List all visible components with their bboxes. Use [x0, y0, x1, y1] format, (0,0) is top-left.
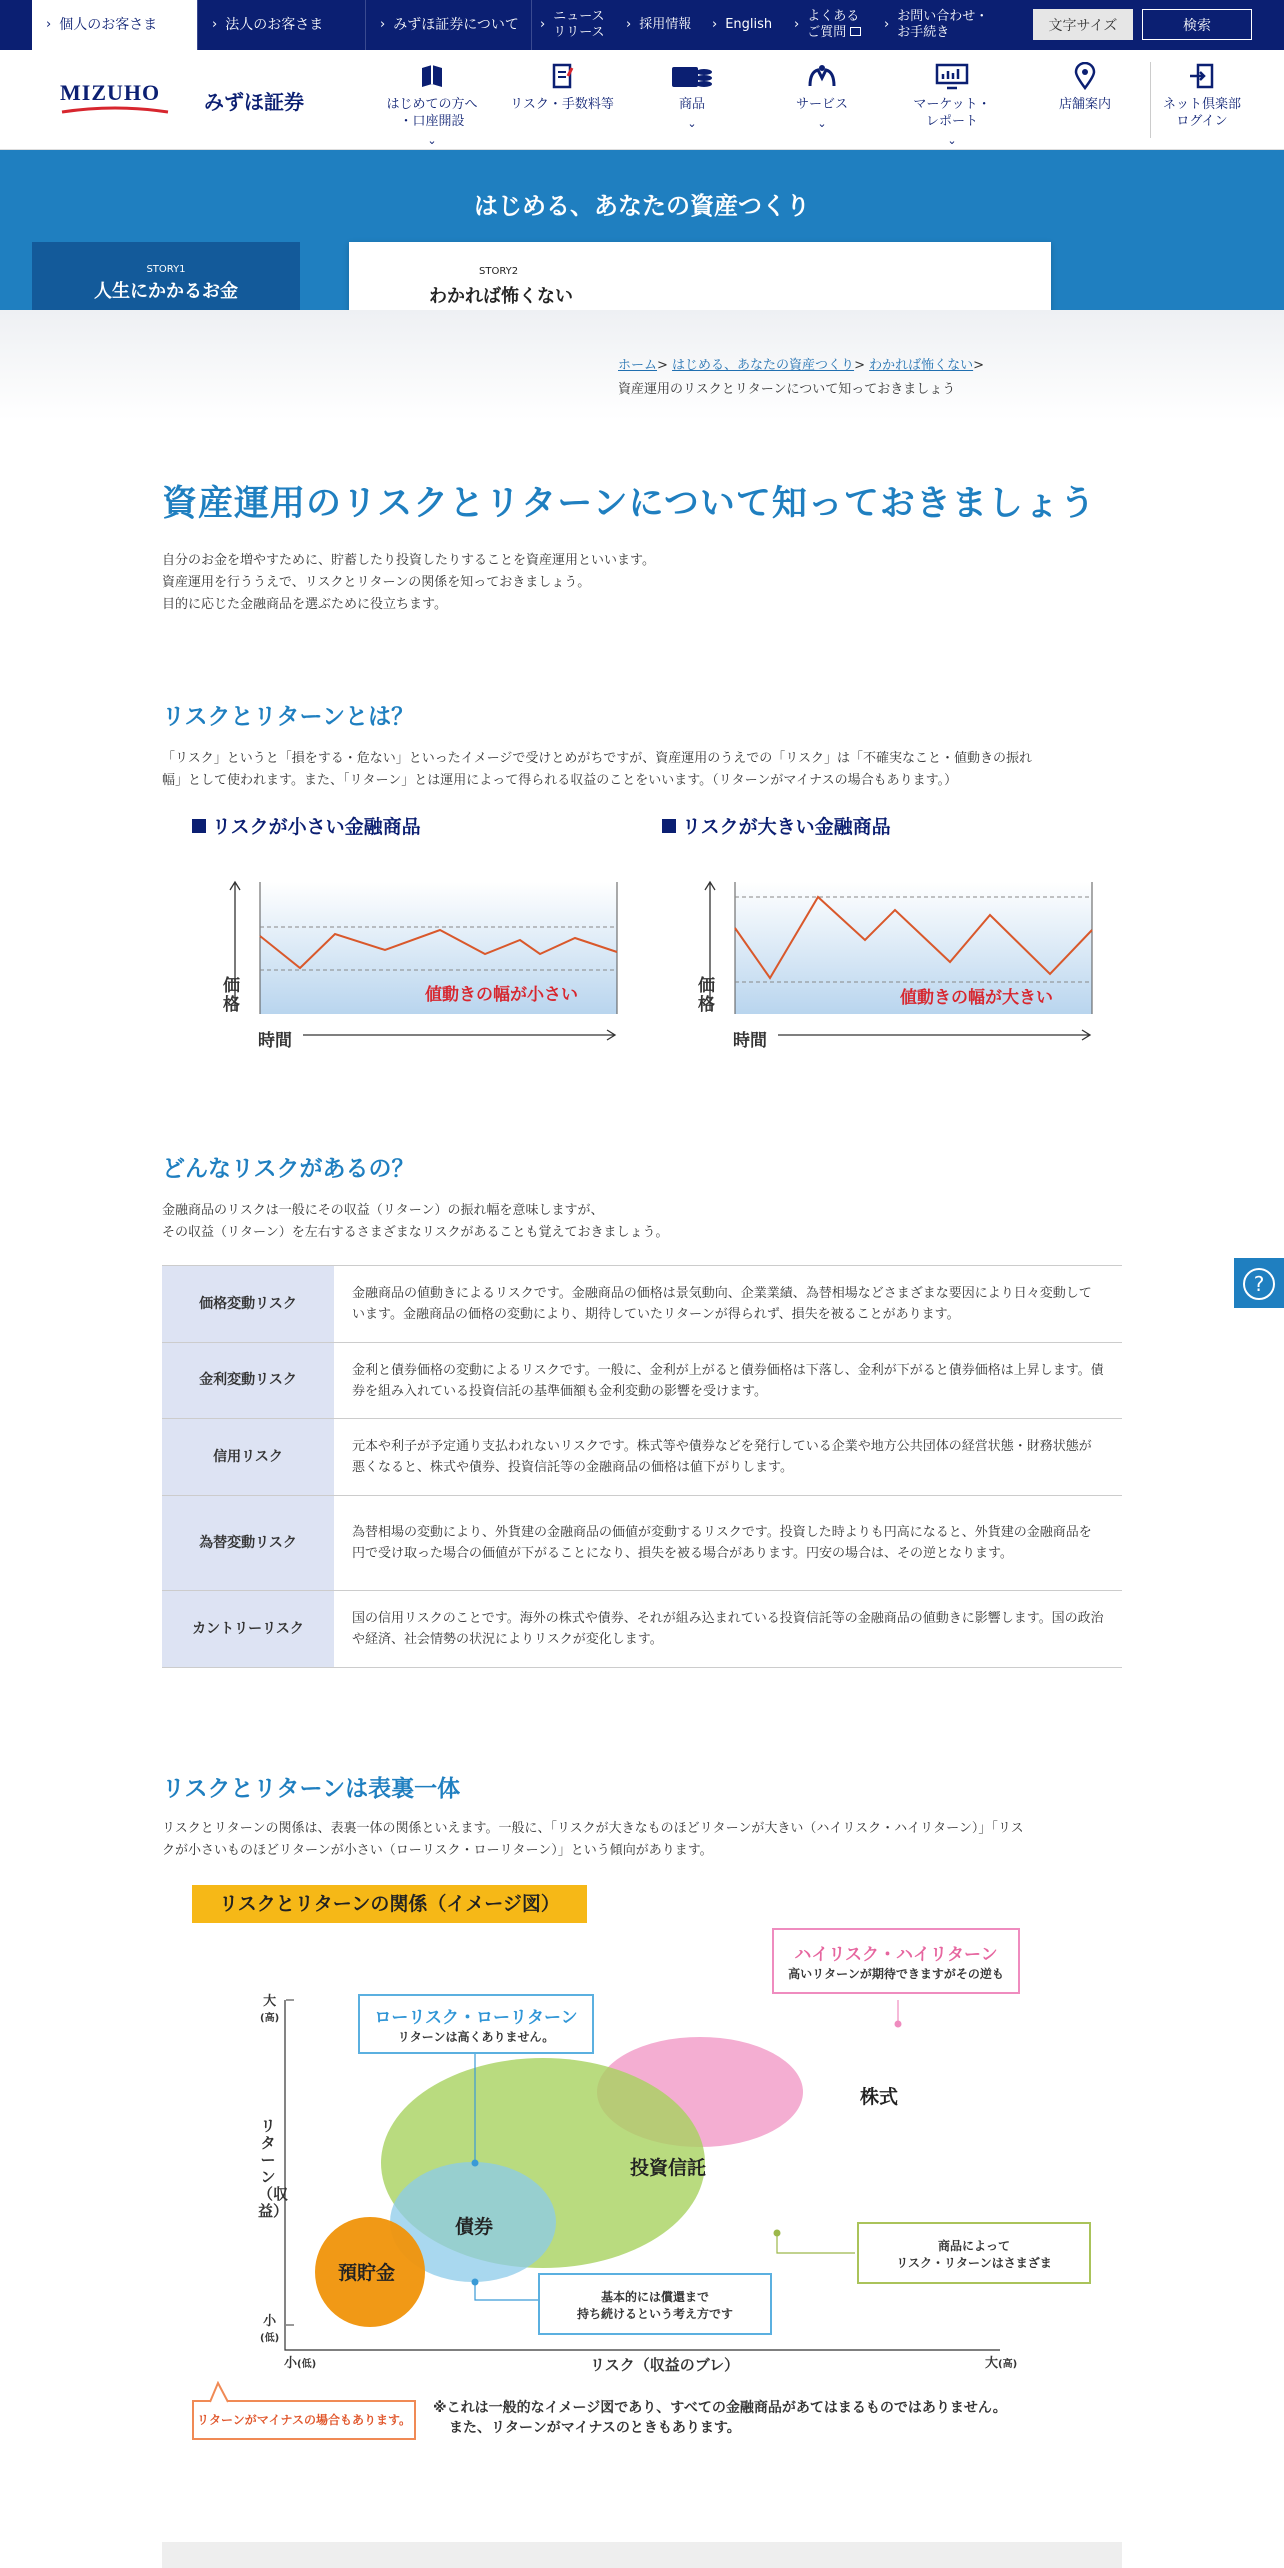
- section-heading-risk-return: リスクとリターンとは？: [162, 704, 415, 730]
- story1-tab[interactable]: [32, 242, 300, 310]
- section-text-line: 幅」として使われます。また、「リターン」とは運用によって得られる収益のことをいいます。（リターンがマイナスの場合もあります。）: [162, 773, 958, 788]
- x-axis-arrow: [778, 1030, 1090, 1040]
- y-small-sub-text: (低): [260, 2333, 280, 2344]
- y-axis-small-label: [260, 2310, 279, 2345]
- link-label: [897, 9, 988, 41]
- link-label-line2: お手続き: [897, 25, 950, 40]
- hold-to-maturity-callout: [538, 2273, 772, 2335]
- section-heading-two-sides: リスクとリターンは表裏一体: [162, 1776, 461, 1802]
- nav-market-report[interactable]: [890, 50, 1014, 150]
- section-heading-risk-types: どんなリスクがあるの？: [162, 1156, 415, 1182]
- chevron-right-icon: ›: [884, 17, 890, 32]
- tab-label: みずほ証券について: [393, 17, 519, 33]
- next-section-panel: [162, 2542, 1122, 2568]
- link-label-line2: リリース: [553, 25, 605, 40]
- link-label: 採用情報: [639, 17, 692, 32]
- intro-line: 資産運用を行ううえで、リスクとリターンの関係を知っておきましょう。: [162, 575, 591, 590]
- y-axis-label-price: 価格: [698, 976, 715, 1015]
- question-circle-icon: ?: [1243, 1268, 1275, 1300]
- section2-text: [162, 1200, 668, 1244]
- nav-label-line1: マーケット・: [913, 97, 991, 112]
- risk-name: カントリーリスク: [162, 1591, 334, 1668]
- story-tag: STORY1: [146, 264, 186, 275]
- y-axis-label-return: リターン（収益）: [258, 2117, 289, 2220]
- search-button[interactable]: 検索: [1142, 9, 1252, 40]
- breadcrumb-separator: >: [973, 358, 985, 373]
- investment-trust-label: 投資信託: [630, 2157, 707, 2179]
- high-risk-subtitle: [662, 812, 891, 839]
- nav-label-line2: レポート: [925, 114, 978, 129]
- breadcrumb-level1-link[interactable]: はじめる、あなたの資産つくり: [672, 358, 855, 373]
- help-button[interactable]: [1234, 1258, 1284, 1308]
- nav-services[interactable]: [760, 50, 884, 150]
- chevron-right-icon: ›: [540, 17, 546, 32]
- y-big-sub-text: (高): [260, 2013, 280, 2024]
- link-label-line1: お問い合わせ・: [897, 9, 989, 24]
- story-title: わかれば怖くない: [429, 286, 573, 307]
- intro-line: 自分のお金を増やすために、貯蓄したり投資したりすることを資産運用といいます。: [162, 553, 655, 568]
- callout-line: リスク・リターンはさまざま: [896, 2256, 1052, 2270]
- link-label: [807, 9, 861, 41]
- chevron-down-icon: ⌄: [427, 134, 437, 147]
- callout-dot: [895, 2021, 902, 2028]
- callout-line: 基本的には償還まで: [600, 2290, 709, 2304]
- nav-label-line1: ネット倶楽部: [1162, 97, 1241, 112]
- risk-description: 金利と債券価格の変動によるリスクです。一般に、金利が上がると債券価格は下落し、金利が下がると債券価格は上昇します。債券を組み入れている投資信託の基準価額も金利変動の影響を受けます。: [334, 1343, 1122, 1419]
- x-axis-big-label: [985, 2352, 1017, 2371]
- hero-title: はじめる、あなたの資産つくり: [474, 192, 810, 220]
- risk-name: 為替変動リスク: [162, 1496, 334, 1591]
- breadcrumb-level2-link[interactable]: わかれば怖くない: [869, 358, 974, 373]
- footnote-line: ※これは一般的なイメージ図であり、すべての金融商品があてはまるものではありません。: [433, 2400, 1007, 2416]
- page-title: 資産運用のリスクとリターンについて知っておきましょう: [162, 484, 1096, 524]
- table-row: [162, 1496, 1122, 1591]
- chevron-right-icon: ›: [712, 17, 718, 32]
- various-products-callout: [857, 2222, 1091, 2284]
- coins-icon: [670, 62, 714, 90]
- x-axis-label-time: 時間: [258, 1031, 292, 1051]
- figure-title-badge: リスクとリターンの関係（イメージ図）: [192, 1885, 587, 1923]
- x-small-sub-text: (低): [297, 2359, 317, 2370]
- x-axis-label-time: 時間: [733, 1031, 767, 1051]
- link-recruit[interactable]: [626, 0, 706, 50]
- chevron-right-icon: ›: [626, 17, 632, 32]
- book-icon: [418, 62, 446, 90]
- link-english[interactable]: [712, 0, 792, 50]
- nav-beginners[interactable]: [370, 50, 494, 150]
- nav-label-line2: ・口座開設: [399, 114, 465, 129]
- section-text-line: 「リスク」というと「損をする・危ない」といったイメージで受けとめがちですが、資産運用のうえでの「リスク」は「不確実なこと・値動きの振れ: [162, 751, 1032, 766]
- link-label-line1: ニュース: [553, 9, 605, 24]
- high-risk-price-chart: [690, 870, 1110, 1050]
- chevron-right-icon: ›: [380, 17, 386, 32]
- callout-dot: [472, 2279, 479, 2286]
- chevron-right-icon: ›: [46, 17, 52, 32]
- story-tag: STORY2: [479, 266, 519, 277]
- hands-icon: [806, 62, 838, 90]
- low-risk-price-chart: [215, 870, 635, 1050]
- section1-text: [162, 748, 1122, 792]
- nav-label-line1: はじめての方へ: [386, 97, 478, 112]
- breadcrumb-separator: >: [854, 358, 870, 373]
- breadcrumb-separator: >: [657, 358, 673, 373]
- section-text-line: その収益（リターン）を左右するさまざまなリスクがあることも覚えておきましょう。: [162, 1225, 669, 1240]
- intro-line: 目的に応じた金融商品を選ぶために役立ちます。: [162, 597, 447, 612]
- risk-description: 金融商品の値動きによるリスクです。金融商品の価格は景気動向、企業業績、為替相場などさまざまな要因により日々変動しています。金融商品の価格の変動により、期待していたリターンが得られず、損失を被ることがあります。: [334, 1266, 1122, 1343]
- callout-line: 商品によって: [937, 2239, 1010, 2253]
- risk-name: 信用リスク: [162, 1419, 334, 1496]
- subtitle-text: リスクが小さい金融商品: [212, 816, 421, 838]
- bonds-label: 債券: [455, 2216, 494, 2238]
- callout-title: ハイリスク・ハイリターン: [794, 1945, 998, 1965]
- tab-label: 個人のお客さま: [59, 17, 158, 33]
- nav-label-line2: ログイン: [1176, 114, 1228, 129]
- link-contact[interactable]: [884, 0, 1004, 50]
- chevron-down-icon: ⌄: [687, 117, 697, 130]
- deposits-label: 預貯金: [338, 2262, 396, 2284]
- logo-text: MIZUHO: [60, 80, 161, 105]
- tab-about[interactable]: [366, 0, 532, 50]
- section-text-line: リスクとリターンの関係は、表裏一体の関係といえます。一般に、「リスクが大きなものほどリターンが大きい（ハイリスク・ハイリターン）」「リス: [162, 1821, 1024, 1836]
- nav-products[interactable]: [630, 50, 754, 150]
- square-bullet-icon: [192, 819, 206, 833]
- top-bar: [0, 0, 1284, 50]
- link-label-line1: よくある: [807, 9, 860, 24]
- chevron-right-icon: ›: [794, 17, 800, 32]
- nav-risk-fees[interactable]: [500, 50, 624, 150]
- brand-name: みずほ証券: [204, 90, 304, 114]
- tab-label: 法人のお客さま: [225, 17, 324, 33]
- stocks-label: 株式: [860, 2086, 899, 2108]
- mizuho-logo[interactable]: [60, 80, 174, 124]
- small-range-caption: 値動きの幅が小さい: [425, 985, 578, 1005]
- risk-name: 金利変動リスク: [162, 1343, 334, 1419]
- callout-title: ローリスク・ローリターン: [374, 2008, 578, 2028]
- link-label-line2: ご質問: [807, 25, 847, 40]
- footnote-line: また、リターンがマイナスのときもあります。: [449, 2420, 741, 2436]
- document-icon: [548, 62, 576, 90]
- table-row: [162, 1591, 1122, 1668]
- link-faq[interactable]: [794, 0, 874, 50]
- high-risk-callout: [772, 1928, 1020, 1994]
- link-label: English: [725, 17, 773, 32]
- nav-label: サービス: [795, 97, 848, 112]
- story-title: 人生にかかるお金: [94, 281, 238, 302]
- y-axis-big-label: [260, 1990, 279, 2025]
- risk-description: 為替相場の変動により、外貨建の金融商品の価値が変動するリスクです。投資した時よりも円高になると、外貨建の金融商品を円で受け取った場合の価値が下がることになり、損失を被る場合があります。円安の場合は、その逆となります。: [334, 1496, 1122, 1591]
- large-range-caption: 値動きの幅が大きい: [900, 988, 1053, 1008]
- nav-label: リスク・手数料等: [510, 97, 614, 112]
- nav-label: 店舗案内: [1058, 97, 1111, 112]
- chevron-down-icon: ⌄: [817, 117, 827, 130]
- square-bullet-icon: [662, 819, 676, 833]
- section3-text: [162, 1818, 1122, 1862]
- diagram-footnote: [433, 2398, 1007, 2438]
- breadcrumb-home-link[interactable]: ホーム: [618, 358, 658, 373]
- callout-dot: [472, 2160, 479, 2167]
- callout-sub: 高いリターンが期待できますがその逆も: [788, 1967, 1004, 1981]
- hero-banner: [0, 150, 1284, 310]
- breadcrumb-current: 資産運用のリスクとリターンについて知っておきましょう: [618, 382, 956, 397]
- callout-sub: リターンは高くありません。: [397, 2030, 555, 2044]
- chart-monitor-icon: [935, 62, 969, 90]
- callout-line: 持ち続けるという考え方です: [576, 2307, 733, 2321]
- subtitle-text: リスクが大きい金融商品: [682, 816, 891, 838]
- low-risk-subtitle: [192, 812, 421, 839]
- login-icon: [1188, 62, 1216, 90]
- negative-return-note: リターンがマイナスの場合もあります。: [192, 2400, 416, 2440]
- font-size-button[interactable]: 文字サイズ: [1033, 9, 1133, 40]
- x-small-text: 小: [284, 2356, 298, 2371]
- table-row: [162, 1419, 1122, 1496]
- link-label: [553, 9, 604, 41]
- nav-label: 商品: [678, 97, 705, 112]
- section-text-line: クが小さいものほどリターンが小さい（ローリスク・ローリターン）」という傾向があります。: [162, 1843, 713, 1858]
- various-callout-line: [777, 2233, 855, 2253]
- y-big-text: 大: [263, 1994, 277, 2009]
- x-big-sub-text: (高): [998, 2359, 1018, 2370]
- low-risk-callout: [358, 1994, 594, 2054]
- axis-ticks: [286, 2000, 294, 2325]
- hold-callout-line: [475, 2282, 540, 2300]
- y-axis-label-price: 価格: [223, 976, 240, 1015]
- nav-branches[interactable]: [1020, 50, 1150, 150]
- x-axis-small-label: [284, 2352, 316, 2371]
- tab-personal[interactable]: [32, 0, 198, 50]
- intro-text: [162, 550, 655, 616]
- nav-divider: [1150, 62, 1151, 138]
- x-big-text: 大: [985, 2356, 999, 2371]
- map-pin-icon: [1073, 62, 1097, 90]
- note-pointer-icon: [208, 2381, 232, 2403]
- risk-types-table: [162, 1265, 1122, 1668]
- y-small-text: 小: [263, 2314, 277, 2329]
- section-text-line: 金融商品のリスクは一般にその収益（リターン）の振れ幅を意味しますが、: [162, 1203, 604, 1218]
- net-club-login[interactable]: [1152, 50, 1252, 150]
- logo-swoosh-icon: [60, 106, 170, 116]
- table-row: [162, 1343, 1122, 1419]
- link-news[interactable]: [540, 0, 620, 50]
- chevron-down-icon: ⌄: [947, 134, 957, 147]
- risk-name: 価格変動リスク: [162, 1266, 334, 1343]
- breadcrumb: [618, 354, 984, 402]
- tab-corporate[interactable]: [198, 0, 366, 50]
- external-window-icon: [850, 27, 861, 36]
- risk-description: 元本や利子が予定通り支払われないリスクです。株式等や債券などを発行している企業や地方公共団体の経営状態・財務状態が悪くなると、株式や債券、投資信託等の金融商品の価格は値下がりします。: [334, 1419, 1122, 1496]
- site-header: [0, 50, 1284, 150]
- chevron-right-icon: ›: [212, 17, 218, 32]
- table-row: [162, 1266, 1122, 1343]
- x-axis-arrow: [303, 1030, 615, 1040]
- x-axis-label-risk: リスク（収益のブレ）: [590, 2356, 740, 2374]
- callout-dot: [774, 2230, 781, 2237]
- risk-description: 国の信用リスクのことです。海外の株式や債券、それが組み込まれている投資信託等の金融商品の値動きに影響します。国の政治や経済、社会情勢の状況によりリスクが変化します。: [334, 1591, 1122, 1668]
